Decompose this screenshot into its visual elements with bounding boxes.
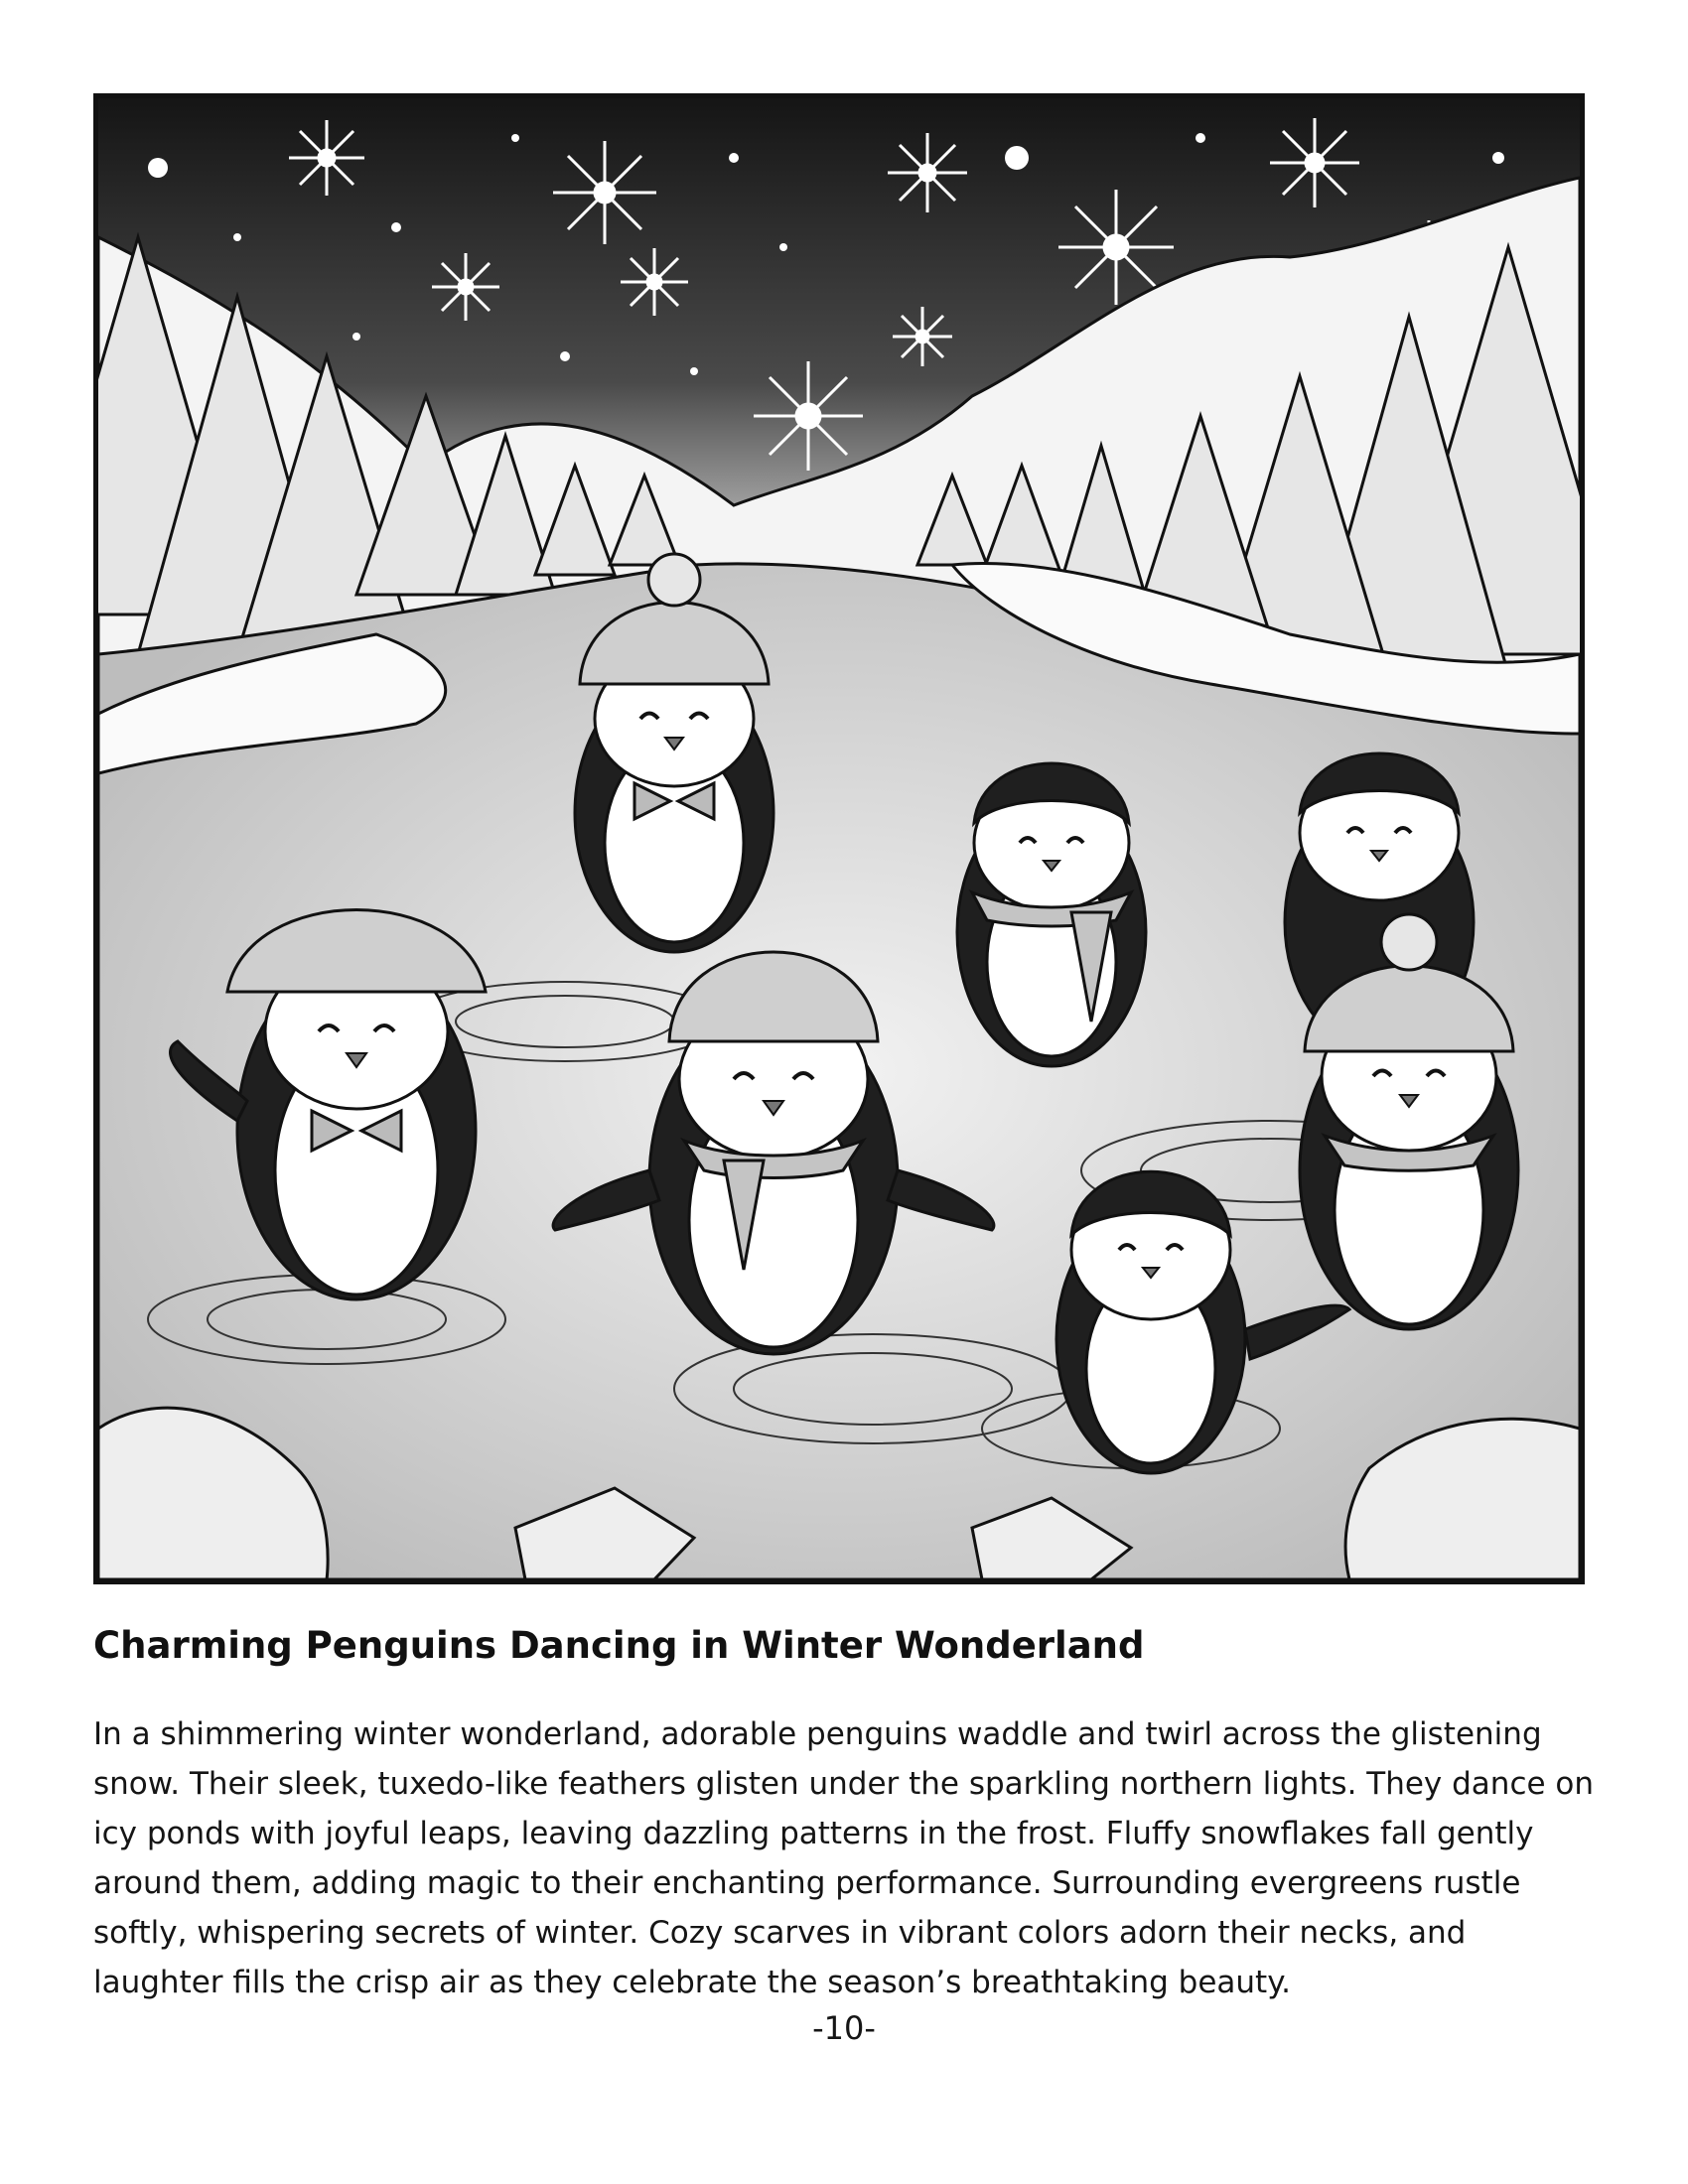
snowflake-icon <box>888 133 967 212</box>
coloring-illustration <box>93 93 1585 1584</box>
penguin-scarf-back <box>957 763 1146 1066</box>
snowflake-icon <box>553 141 656 244</box>
page-title: Charming Penguins Dancing in Winter Wonderland <box>93 1624 1145 1667</box>
snowflake-icon <box>289 120 364 196</box>
penguin-scene-svg <box>98 98 1580 1579</box>
page-description: In a shimmering winter wonderland, adorable penguins waddle and twirl across the glistening snow. Their sleek, tuxedo-like feathers glisten under the sparkling northern lights. They dance on icy ponds with joyful leaps, leaving dazzling patterns in the frost. Fluffy snowflakes fall gently around them, adding magic to their enchanting performance. Surrounding evergreens rustle softly, whispering secrets of winter. Cozy scarves in vibrant colors adorn their necks, and laughter fills the crisp air as they celebrate the season’s breathtaking beauty. <box>93 1716 1595 2000</box>
snowflake-icon <box>893 307 952 366</box>
snowflake-icon <box>432 253 499 321</box>
page-number: -10- <box>812 2009 876 2047</box>
snowflake-icon <box>1270 118 1359 207</box>
snowflake-icon <box>754 361 863 471</box>
snowflake-icon <box>621 248 688 316</box>
